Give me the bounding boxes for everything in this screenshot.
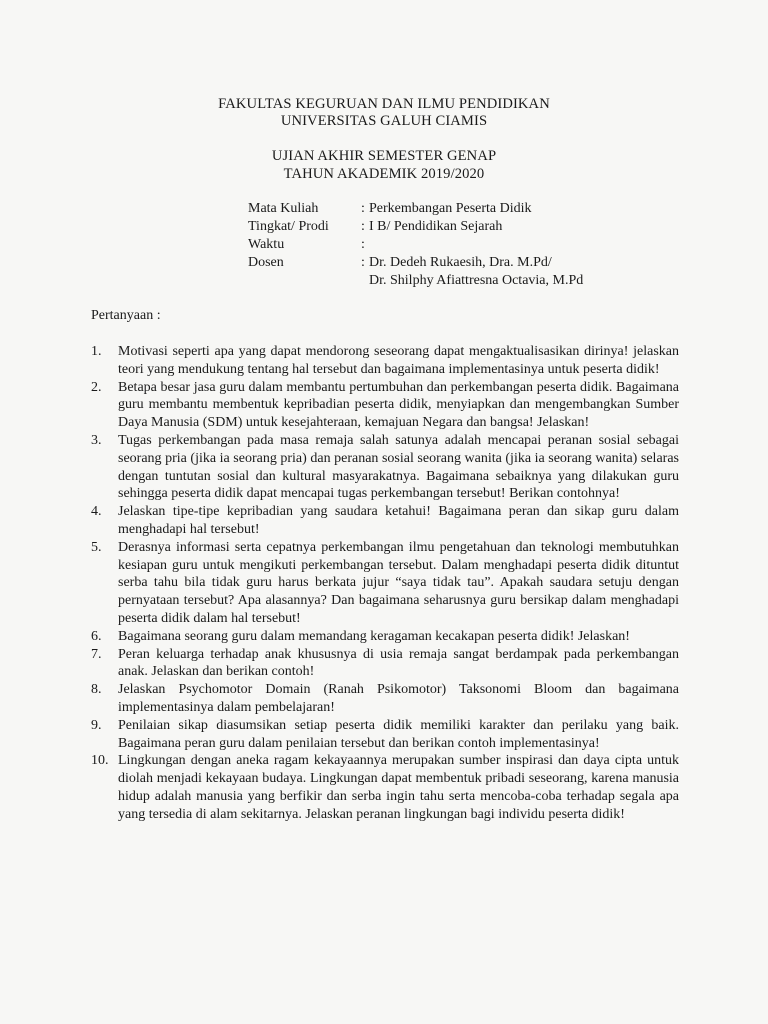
info-label: Tingkat/ Prodi [248,219,329,234]
course-info [248,200,583,290]
question-item [91,343,679,379]
question-number: 2. [91,379,102,395]
info-row-course [248,200,583,218]
question-text: Penilaian sikap diasumsikan setiap peserta didik memiliki karakter dan perilaku yang baik. Bagaimana peran guru dalam penilaian tersebut dan berikan contoh implementasinya! [118,717,679,751]
question-text: Tugas perkembangan pada masa remaja salah satunya adalah mencapai peranan sosial sebagai seorang pria (jika ia seorang pria) dan peranan sosial seorang wanita (jika ia seorang wanita) selaras dengan tuntutan sosial dan kultural masyarakatnya. Bagaimana sebaiknya yang dilakukan guru sehingga peserta didik dapat mencapai tugas perkembangan tersebut! Berikan contohnya! [118,432,679,502]
question-number: 8. [91,682,102,698]
questions-heading: Pertanyaan : [91,308,161,323]
question-number: 10. [91,753,109,769]
info-row-time [248,236,583,254]
info-separator: : [361,201,365,216]
info-value: Dr. Dedeh Rukaesih, Dra. M.Pd/ [369,255,552,270]
university-name: UNIVERSITAS GALUH CIAMIS [280,113,488,129]
question-number: 3. [91,432,102,448]
faculty-name: FAKULTAS KEGURUAN DAN ILMU PENDIDIKAN [218,96,550,112]
question-number: 9. [91,717,102,733]
question-item [91,681,679,717]
question-item [91,379,679,432]
info-label: Mata Kuliah [248,201,319,216]
question-item [91,539,679,628]
info-value: Perkembangan Peserta Didik [369,201,532,216]
info-separator: : [361,237,365,252]
question-text: Bagaimana seorang guru dalam memandang keragaman kecakapan peserta didik! Jelaskan! [118,628,630,644]
question-item [91,503,679,539]
academic-year: TAHUN AKADEMIK 2019/2020 [283,166,485,182]
question-text: Lingkungan dengan aneka ragam kekayaannya merupakan sumber inspirasi dan daya cipta untuk diolah menjadi kekayaan budaya. Lingkungan dapat membentuk pribadi seseorang, karena manusia hidup adalah manusia yang berfikir dan serba ingin tahu serta mencoba-coba terhadap segala apa yang tersedia di alam sekitarnya. Jelaskan peranan lingkungan bagi individu peserta didik! [118,753,679,822]
question-text: Peran keluarga terhadap anak khususnya di usia remaja sangat berdampak pada perkembangan anak. Jelaskan dan berikan contoh! [118,646,679,680]
question-number: 6. [91,628,102,644]
info-row-lecturer [248,254,583,272]
question-item [91,628,679,646]
info-label: Waktu [248,237,285,252]
question-number: 1. [91,344,102,359]
question-text: Jelaskan Psychomotor Domain (Ranah Psikomotor) Taksonomi Bloom dan bagaimana implementasinya dalam pembelajaran! [118,682,679,715]
question-text: Motivasi seperti apa yang dapat mendorong seseorang dapat mengaktualisasikan dirinya! jelaskan teori yang mendukung tentang hal tersebut dan bagaimana implementasinya untuk peserta didik! [118,344,679,377]
question-number: 7. [91,646,102,662]
question-item [91,432,679,503]
question-item [91,646,679,682]
question-text: Derasnya informasi serta cepatnya perkembangan ilmu pengetahuan dan teknologi membutuhkan kesiapan guru untuk mengikuti perkembangan tersebut. Dalam menghadapi peserta didik dituntut serba tahu bila tidak guru harus berkata jujur “saya tidak tau”. Apakah saudara setuju dengan pernyataan tersebut? Apa alasannya? Dan bagaimana seharusnya guru bersikap dalam menghadapi peserta didik dalam hal tersebut! [118,539,679,626]
info-label: Dosen [248,255,284,270]
question-text: Jelaskan tipe-tipe kepribadian yang saudara ketahui! Bagaimana peran dan sikap guru dalam menghadapi hal tersebut! [118,504,679,537]
info-value: I B/ Pendidikan Sejarah [369,219,503,234]
info-row-level [248,218,583,236]
info-separator: : [361,219,365,234]
question-item [91,752,679,823]
question-number: 4. [91,504,102,520]
exam-title: UJIAN AKHIR SEMESTER GENAP [271,148,497,164]
question-item [91,717,679,753]
info-separator: : [361,255,365,270]
question-list [91,343,679,824]
lecturer-second: Dr. Shilphy Afiattresna Octavia, M.Pd [369,273,584,288]
question-number: 5. [91,539,102,555]
question-text: Betapa besar jasa guru dalam membantu pertumbuhan dan perkembangan peserta didik. Bagaimana guru membantu membentuk kepribadian peserta didik, menyiapkan dan mengembangkan Sumber Daya Manusia (SDM) untuk kesejahteraan, kemajuan Negara dan bangsa! Jelaskan! [118,379,679,431]
